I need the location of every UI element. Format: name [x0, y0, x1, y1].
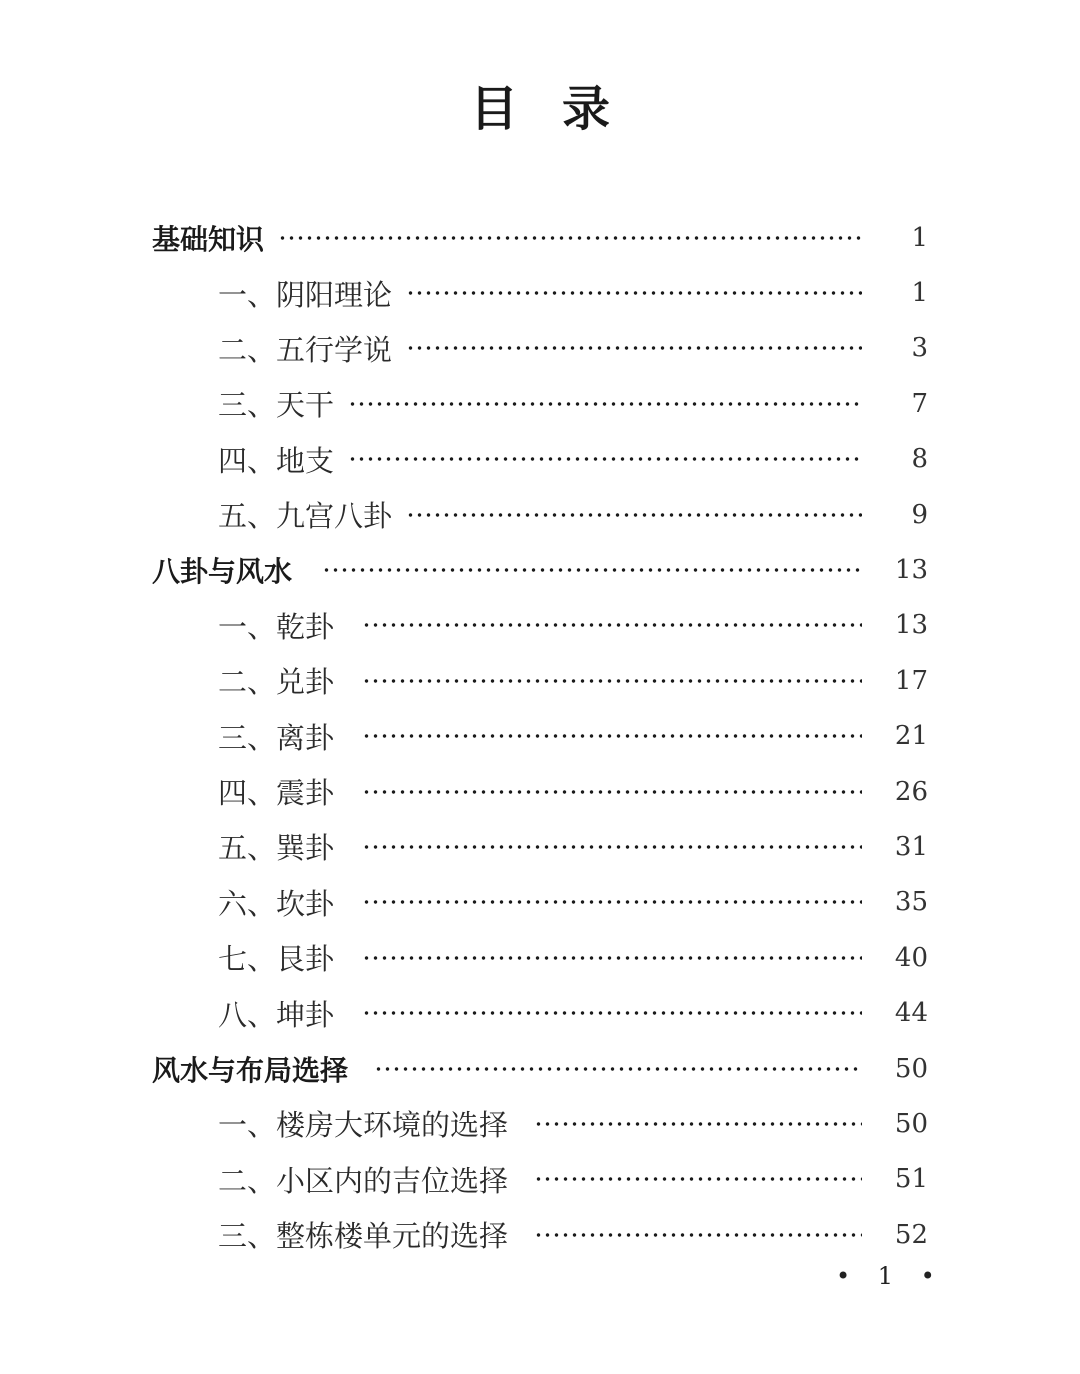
dot-leader — [406, 513, 862, 517]
toc-entry[interactable] — [0, 487, 1080, 542]
toc-entry-label: 四、地支 — [218, 443, 335, 478]
toc-entry[interactable] — [0, 432, 1080, 487]
toc-entry-label: 二、小区内的吉位选择 — [218, 1163, 509, 1198]
toc-entry[interactable] — [0, 930, 1080, 985]
toc-entry-label: 二、兑卦 — [218, 665, 335, 700]
toc-entry-page: 8 — [911, 444, 928, 475]
toc-entry-page: 13 — [894, 610, 928, 641]
toc-entry-page: 1 — [911, 278, 928, 309]
toc-entry[interactable] — [0, 265, 1080, 320]
title-char: 目 — [469, 81, 518, 137]
toc-entry[interactable] — [0, 764, 1080, 819]
dot-leader — [362, 1011, 862, 1015]
dot-leader — [362, 900, 862, 904]
page-number: • 1 • — [836, 1262, 945, 1290]
dot-leader — [322, 568, 862, 572]
toc-entry-page: 9 — [911, 499, 928, 530]
toc-entry-label: 八卦与风水 — [152, 555, 293, 589]
dot-leader — [348, 402, 862, 406]
dot-leader — [374, 1067, 862, 1071]
toc-entry-label: 六、坎卦 — [218, 886, 335, 921]
dot-leader — [362, 790, 862, 794]
toc-entry-label: 五、巽卦 — [218, 831, 335, 866]
dot-leader — [534, 1122, 862, 1126]
toc-entry-page: 7 — [911, 388, 928, 419]
dot-leader — [534, 1233, 862, 1237]
toc-entry-page: 26 — [894, 776, 928, 807]
page-title — [0, 70, 1080, 139]
toc-entry[interactable] — [0, 598, 1080, 653]
toc-entry-label: 风水与布局选择 — [152, 1053, 349, 1087]
dot-leader — [278, 236, 862, 240]
toc-entry[interactable] — [0, 985, 1080, 1040]
toc-entry-page: 3 — [911, 333, 928, 364]
title-char: 录 — [562, 81, 611, 137]
toc-entry-page: 52 — [894, 1219, 928, 1250]
toc-entry-label: 三、离卦 — [218, 720, 335, 755]
dot-leader — [406, 291, 862, 295]
toc-entry-page: 13 — [894, 555, 928, 586]
toc-entry-label: 三、天干 — [218, 388, 335, 423]
dot-leader — [362, 734, 862, 738]
toc-entry-label: 三、整栋楼单元的选择 — [218, 1219, 509, 1254]
toc-entry-page: 50 — [894, 1108, 928, 1139]
toc-entry-page: 21 — [894, 721, 928, 752]
toc-entry-label: 四、震卦 — [218, 776, 335, 811]
toc-entry[interactable] — [0, 1096, 1080, 1151]
toc-entry-page: 50 — [894, 1053, 928, 1084]
toc-entry-label: 八、坤卦 — [218, 997, 335, 1032]
dot-leader — [362, 679, 862, 683]
toc-entry[interactable] — [0, 1041, 1080, 1096]
dot-leader — [348, 457, 862, 461]
dot-leader — [362, 956, 862, 960]
toc-entry-page: 31 — [894, 831, 928, 862]
dot-leader — [534, 1177, 862, 1181]
toc-entry[interactable] — [0, 321, 1080, 376]
toc-entry-page: 17 — [894, 665, 928, 696]
dot-leader — [362, 845, 862, 849]
toc-entry[interactable] — [0, 1152, 1080, 1207]
toc-entry[interactable] — [0, 875, 1080, 930]
toc-entry[interactable] — [0, 653, 1080, 708]
toc-entry-label: 一、乾卦 — [218, 609, 335, 644]
toc-entry-label: 七、艮卦 — [218, 942, 335, 977]
dot-leader — [362, 623, 862, 627]
toc-entry-page: 51 — [894, 1164, 928, 1195]
toc-entry[interactable] — [0, 210, 1080, 265]
toc-entry-label: 一、楼房大环境的选择 — [218, 1108, 509, 1143]
toc-entry[interactable] — [0, 819, 1080, 874]
toc-entry[interactable] — [0, 376, 1080, 431]
toc-entry[interactable] — [0, 542, 1080, 597]
toc-entry-page: 1 — [911, 222, 928, 253]
toc-entry[interactable] — [0, 1207, 1080, 1262]
toc-entry[interactable] — [0, 709, 1080, 764]
toc-entry-page: 40 — [894, 942, 928, 973]
toc-entry-page: 35 — [894, 887, 928, 918]
toc-list — [0, 210, 1080, 1262]
dot-leader — [406, 346, 862, 350]
toc-entry-label: 二、五行学说 — [218, 332, 393, 367]
toc-entry-label: 一、阴阳理论 — [218, 277, 393, 312]
toc-entry-page: 44 — [894, 998, 928, 1029]
toc-entry-label: 基础知识 — [152, 222, 265, 256]
toc-entry-label: 五、九宫八卦 — [218, 499, 393, 534]
